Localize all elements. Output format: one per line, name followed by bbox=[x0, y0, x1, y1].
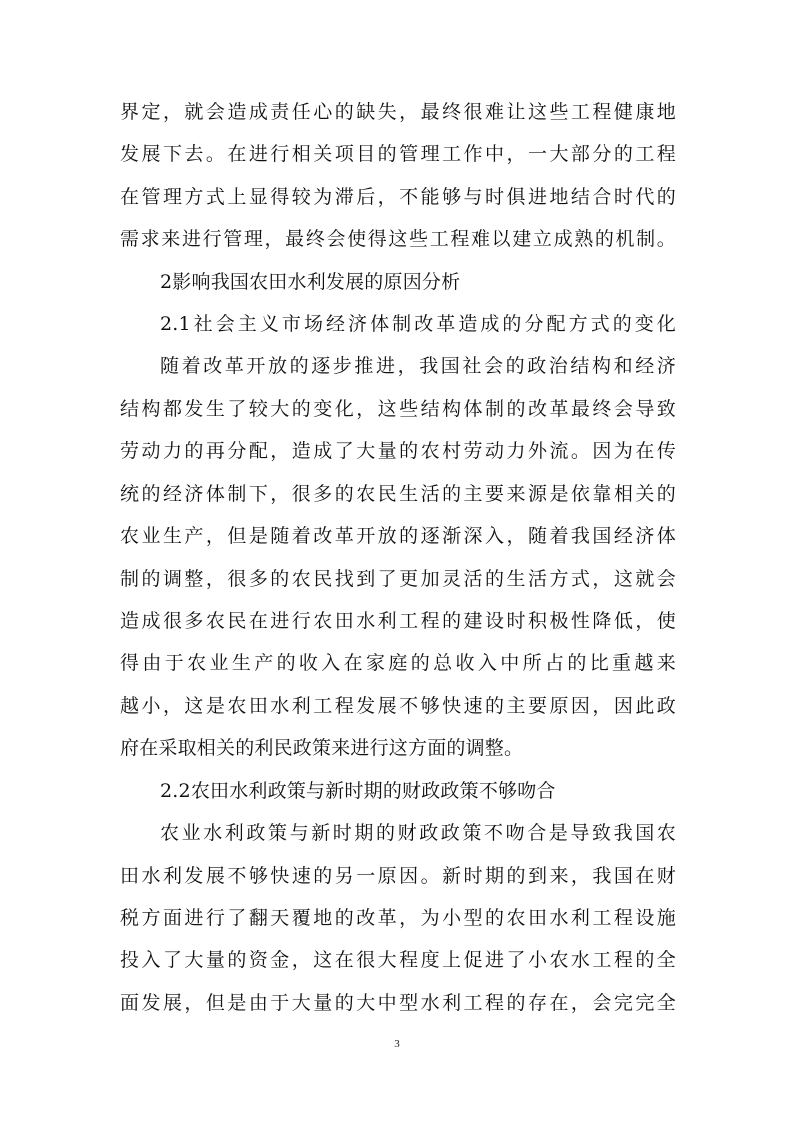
subsection-heading: 2.2农田水利政策与新时期的财政政策不够吻合 bbox=[160, 780, 556, 802]
text-line: 需求来进行管理，最终会使得这些工程难以建立成熟的机制。 bbox=[120, 228, 676, 250]
text-line: 在管理方式上显得较为滞后，不能够与时俱进地结合时代的 bbox=[120, 186, 676, 208]
text-line: 界定，就会造成责任心的缺失，最终很难让这些工程健康地 bbox=[120, 101, 676, 123]
text-line: 越小，这是农田水利工程发展不够快速的主要原因，因此政 bbox=[120, 695, 676, 717]
paragraph-first-line: 农业水利政策与新时期的财政政策不吻合是导致我国农 bbox=[160, 822, 676, 844]
text-line: 面发展，但是由于大量的大中型水利工程的存在，会完完全 bbox=[120, 992, 676, 1014]
paragraph-first-line: 随着改革开放的逐步推进，我国社会的政治结构和经济 bbox=[160, 355, 676, 377]
section-heading: 2影响我国农田水利发展的原因分析 bbox=[160, 271, 461, 293]
text-line: 得由于农业生产的收入在家庭的总收入中所占的比重越来 bbox=[120, 652, 676, 674]
text-line: 税方面进行了翻天覆地的改革，为小型的农田水利工程设施 bbox=[120, 907, 676, 929]
text-line: 府在采取相关的利民政策来进行这方面的调整。 bbox=[120, 737, 524, 759]
text-line: 劳动力的再分配，造成了大量的农村劳动力外流。因为在传 bbox=[120, 440, 676, 462]
text-line: 田水利发展不够快速的另一原因。新时期的到来，我国在财 bbox=[120, 865, 676, 887]
text-line: 制的调整，很多的农民找到了更加灵活的生活方式，这就会 bbox=[120, 568, 676, 590]
text-line: 农业生产，但是随着改革开放的逐渐深入，随着我国经济体 bbox=[120, 525, 676, 547]
text-line: 投入了大量的资金，这在很大程度上促进了小农水工程的全 bbox=[120, 949, 676, 971]
text-line: 造成很多农民在进行农田水利工程的建设时积极性降低，使 bbox=[120, 610, 676, 632]
page-number: 3 bbox=[394, 1038, 400, 1050]
text-line: 发展下去。在进行相关项目的管理工作中，一大部分的工程 bbox=[120, 143, 676, 165]
subsection-heading: 2.1社会主义市场经济体制改革造成的分配方式的变化 bbox=[160, 313, 676, 335]
text-line: 统的经济体制下，很多的农民生活的主要来源是依靠相关的 bbox=[120, 483, 676, 505]
text-line: 结构都发生了较大的变化，这些结构体制的改革最终会导致 bbox=[120, 398, 676, 420]
